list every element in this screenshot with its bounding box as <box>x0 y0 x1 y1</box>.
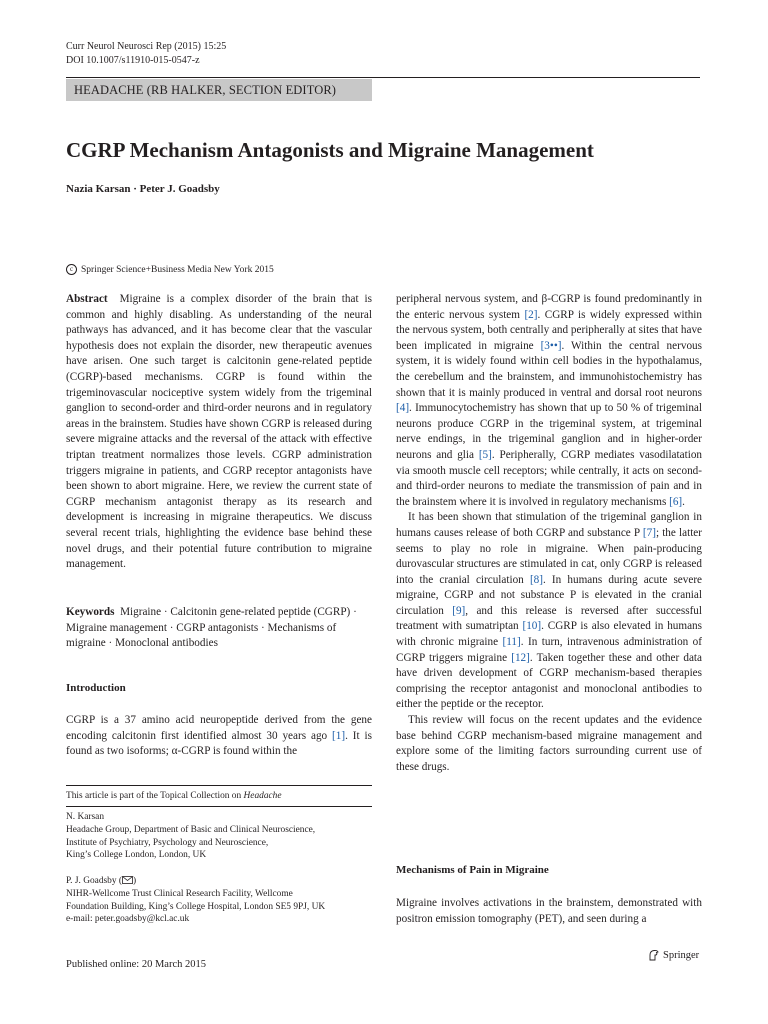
publisher-name: Springer <box>663 949 700 961</box>
ref-4-link[interactable]: [4] <box>396 402 410 415</box>
footnote-rule-2 <box>66 806 372 807</box>
abstract-text: Migraine is a complex disorder of the brain that is common and highly disabling. As understanding of the neural pathways has advanced, and it has become clear that the vascular hypothesis does not explain the disorder, new therapeutic avenues have arisen. One such target is calcitonin gene-related peptide (CGRP)-based mechanisms. CGRP is found within the trigeminovascular nociceptive system widely from the trigeminal ganglion to second-order and third-order neurons and in regulatory areas in the brainstem. Studies have shown CGRP is released during severe migraine attacks and the reversal of the attack with effective triptan treatment normalizes those levels. CGRP administration triggers migraine in patients, and CGRP receptor antagonists have been shown to abort migraine. Here, we review the current state of CGRP mechanism antagonist therapy as its research and development is increasing in migraine therapeutics. We discuss several recent trials, highlighting the evidence base behind these novel drugs, and their potential future contribution to migraine management. <box>66 293 372 571</box>
author1-affiliation <box>66 811 376 862</box>
author2-email[interactable]: e-mail: peter.goadsby@kcl.ac.uk <box>66 914 190 925</box>
intro-text-a: CGRP is a 37 amino acid neuropeptide derived from the gene encoding calcitonin first identified almost 30 years ago <box>66 714 372 742</box>
topical-collection-note <box>66 790 282 803</box>
keywords-text: Migraine · Calcitonin gene-related peptide (CGRP) · Migraine management · CGRP antagonists · Mechanisms of migraine · Monoclonal antibodies <box>66 606 357 650</box>
ref-12-link[interactable]: [12] <box>511 651 530 664</box>
rc-p2-b: ; the latter seems to play no role in migraine. When pain-producing durovascular structures are stimulated in cat, only CGRP is released into the cranial circulation <box>396 526 702 586</box>
copyright <box>66 264 274 275</box>
author1-name: N. Karsan <box>66 812 105 822</box>
intro-text-b: . It is found as two isoforms; α-CGRP is found within the <box>66 729 372 758</box>
rc-p1-a: peripheral nervous system, and β-CGRP is found predominantly in the enteric nervous system <box>396 293 702 321</box>
author2-name: P. J. Goadsby ( <box>66 876 122 886</box>
rc-p3: This review will focus on the recent updates and the evidence base behind CGRP mechanism-based migraine management and explore some of the limiting factors surrounding current use of these drugs. <box>396 714 702 773</box>
right-column-text <box>396 292 702 775</box>
introduction-text <box>66 713 372 760</box>
introduction-heading: Introduction <box>66 682 126 694</box>
author1-aff-line2: Institute of Psychiatry, Psychology and Neuroscience, <box>66 837 269 848</box>
rc-p2-f: . In turn, intravenous administration of CGRP triggers migraine <box>396 636 703 664</box>
envelope-icon <box>122 876 133 884</box>
copyright-icon: c <box>66 264 77 275</box>
author1-aff-line3: King’s College London, London, UK <box>66 850 207 861</box>
ref-9-link[interactable]: [9] <box>452 604 466 617</box>
ref-1-link[interactable]: [1] <box>332 729 346 742</box>
author2-affiliation <box>66 875 386 926</box>
ref-2-link[interactable]: [2] <box>524 308 538 321</box>
journal-citation: Curr Neurol Neurosci Rep (2015) 15:25 <box>66 41 227 52</box>
rc-p4: Migraine involves activations in the brainstem, demonstrated with positron emission tomography (PET), and seen during a <box>396 897 702 925</box>
header-rule <box>66 77 700 78</box>
rc-p1-b: . CGRP is widely expressed within the nervous system, both centrally and peripherally at sites that have been implicated in migraine <box>396 308 703 352</box>
author2-aff-line2: Foundation Building, King’s College Hospital, London SE5 9PJ, UK <box>66 901 326 912</box>
rc-p1-c: . Within the central nervous system, it is widely found within cell bodies in the hypothalamus, the cerebellum and the brainstem, and immunohistochemistry has shown that it is mainly produced in ventral and dorsal root neurons <box>396 339 702 399</box>
published-date: Published online: 20 March 2015 <box>66 959 206 970</box>
ref-5-link[interactable]: [5] <box>478 448 492 461</box>
rc-p1-e: . Peripherally, CGRP mediates vasodilatation via smooth muscle cell receptors; while centrally, it acts on second- and third-order neurons to mediate the transmission of pain and in the brainstem where it is involved in regulatory mechanisms <box>396 448 703 508</box>
publisher-logo <box>648 949 699 961</box>
abstract-label: Abstract <box>66 293 108 305</box>
ref-8-link[interactable]: [8] <box>529 573 543 586</box>
copyright-text: Springer Science+Business Media New York 2015 <box>81 265 274 275</box>
ref-6-link[interactable]: [6] <box>669 495 683 508</box>
rc-p2-a: It has been shown that stimulation of the trigeminal ganglion in humans causes release of both CGRP and substance P <box>396 511 702 539</box>
section-label: HEADACHE (RB HALKER, SECTION EDITOR) <box>66 79 372 101</box>
mechanisms-text <box>396 896 702 927</box>
ref-11-link[interactable]: [11] <box>502 636 521 649</box>
authors: Nazia Karsan · Peter J. Goadsby <box>66 183 220 195</box>
abstract <box>66 292 372 573</box>
rc-p2-c: . In humans during acute severe migraine, CGRP and not substance P is elevated in the cranial circulation <box>396 573 703 617</box>
keywords-label: Keywords <box>66 606 115 618</box>
collection-name: Headache <box>243 791 282 801</box>
rc-p1-f: . <box>682 495 685 508</box>
author1-aff-line1: Headache Group, Department of Basic and Clinical Neuroscience, <box>66 824 316 835</box>
collection-prefix: This article is part of the Topical Collection on <box>66 791 244 801</box>
springer-horse-icon <box>648 949 660 961</box>
mechanisms-heading: Mechanisms of Pain in Migraine <box>396 864 549 876</box>
rc-p2-g: . Taken together these and other data have driven development of CGRP mechanism-based therapies comprising the receptor antagonist and monoclonal antibodies to either the peptide or the receptor. <box>396 651 703 711</box>
ref-10-link[interactable]: [10] <box>522 620 542 633</box>
rc-p2-d: , and this release is reversed after successful treatment with sumatriptan <box>396 604 702 633</box>
ref-3-link[interactable]: [3••] <box>540 339 562 352</box>
keywords <box>66 605 372 652</box>
rc-p2-e: . CGRP is also elevated in humans with chronic migraine <box>396 620 702 649</box>
ref-7-link[interactable]: [7] <box>642 526 656 539</box>
author2-close: ) <box>133 876 137 886</box>
article-title: CGRP Mechanism Antagonists and Migraine Management <box>66 138 594 162</box>
doi: DOI 10.1007/s11910-015-0547-z <box>66 55 200 66</box>
rc-p1-d: . Immunocytochemistry has shown that up to 50 % of trigeminal neurons produce CGRP in the trigeminal system, at trigeminal nerve endings, in the trigeminal ganglion and in higher-order neurons and glia <box>396 402 702 461</box>
footnote-rule <box>66 785 372 786</box>
author2-aff-line1: NIHR-Wellcome Trust Clinical Research Facility, Wellcome <box>66 888 293 899</box>
